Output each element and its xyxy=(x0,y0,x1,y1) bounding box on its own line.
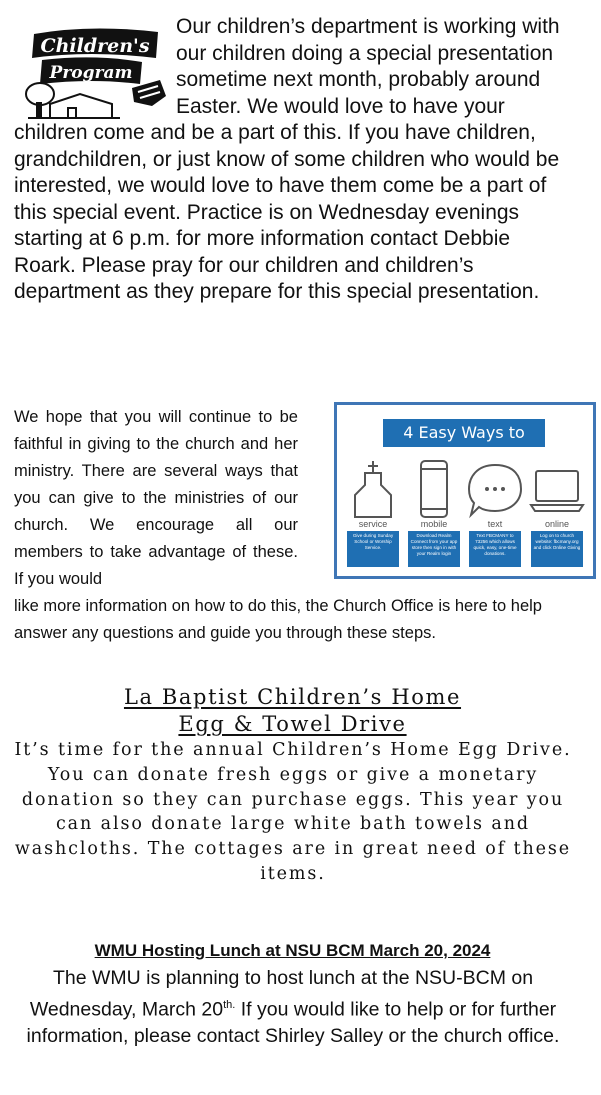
logo-line-2: Program xyxy=(49,63,133,83)
childrens-department-paragraph xyxy=(14,14,574,306)
mobile-phone-icon xyxy=(406,459,462,519)
logo-line-1: Children's xyxy=(40,35,150,57)
way-label-text: text xyxy=(487,519,503,529)
ways-to-give-banner: 4 Easy Ways to Give xyxy=(383,419,545,447)
egg-drive-title-line1: La Baptist Children’s Home xyxy=(123,685,462,709)
ways-to-give-graphic xyxy=(334,402,596,579)
church-icon xyxy=(345,459,401,519)
wmu-body-part2: If you would like to help or for further information, please contact Shirley Salley or the church office. xyxy=(26,998,560,1047)
way-desc-mobile: Download Realm Connect from your app store then sign in with your Realm login xyxy=(408,531,460,567)
way-desc-text: Text FBCMANY to 73256 which allows quick, easy, one-time donations. xyxy=(469,531,521,567)
way-label-online: online xyxy=(544,519,570,529)
way-label-service: service xyxy=(358,519,388,529)
giving-paragraph-continued: like more information on how to do this, the Church Office is here to help answer any questions and guide you through these steps. xyxy=(14,597,542,642)
egg-drive-title xyxy=(0,684,585,738)
wmu-body xyxy=(14,965,572,1049)
wmu-body-superscript: th. xyxy=(223,998,236,1011)
wmu-title: WMU Hosting Lunch at NSU BCM March 20, 2024 xyxy=(94,941,491,960)
wmu-body-part1: The WMU is planning to host lunch at the NSU-BCM on Wednesday, March 20 xyxy=(29,967,534,1020)
logo-spacer xyxy=(14,14,176,120)
egg-drive-title-line2: Egg & Towel Drive xyxy=(178,712,407,736)
giving-paragraph: We hope that you will continue to be faithful in giving to the church and her ministry. There are several ways that you can give to the ministries of our church. We encourage all our members to take advantage of these. If you would xyxy=(14,408,298,588)
way-label-mobile: mobile xyxy=(420,519,448,529)
childrens-department-text: Our children’s department is working with our children doing a special presentation sometime next month, probably around Easter. We would love to have your children come and be a part of this. If you have children, grandchildren, or just know of some children who would be interested, we would love to have them come be a part of this special event. Practice is on Wednesday evenings starting at 6 p.m. for more information contact Debbie Roark. Please pray for our children and children’s department as they prepare for this special presentation. xyxy=(14,15,560,303)
speech-bubble-icon xyxy=(467,459,523,519)
way-desc-service: Give during Sunday School or Worship Service. xyxy=(347,531,399,567)
egg-drive-body: It’s time for the annual Children’s Home Egg Drive. You can donate fresh eggs or give a monetary donation so they can purchase eggs. This year you can also donate large white bath towels and washcloths. The cottages are in great need of these items. xyxy=(14,740,572,884)
way-desc-online: Log on to church website: fbcmany.org and click Online Giving xyxy=(531,531,583,567)
laptop-icon xyxy=(529,459,585,519)
